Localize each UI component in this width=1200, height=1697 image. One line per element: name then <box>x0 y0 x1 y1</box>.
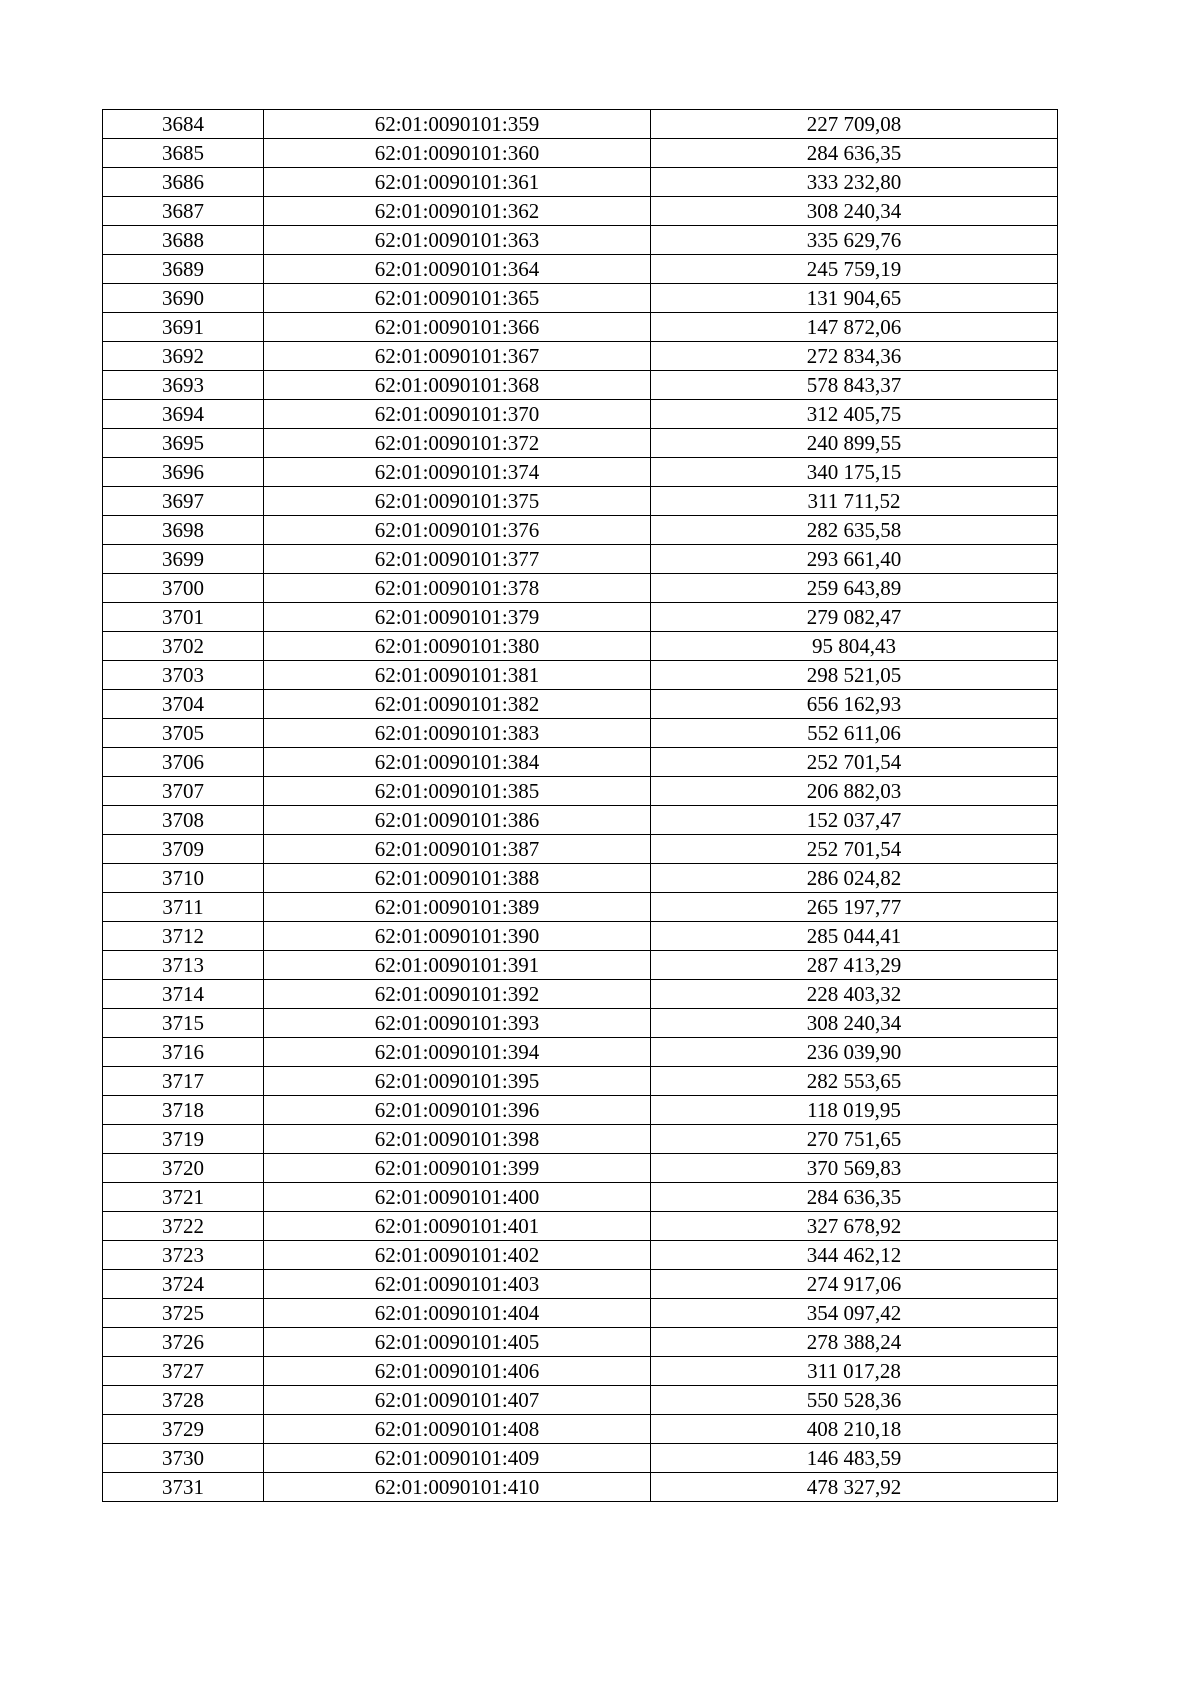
row-number-cell: 3714 <box>103 980 264 1009</box>
row-number-cell: 3695 <box>103 429 264 458</box>
cadastral-value-cell: 270 751,65 <box>651 1125 1058 1154</box>
cadastral-value-cell: 311 711,52 <box>651 487 1058 516</box>
cadastral-value-cell: 278 388,24 <box>651 1328 1058 1357</box>
table-row <box>103 139 1058 168</box>
table-row <box>103 197 1058 226</box>
cadastral-number-cell: 62:01:0090101:393 <box>264 1009 651 1038</box>
table-row <box>103 980 1058 1009</box>
row-number-cell: 3686 <box>103 168 264 197</box>
row-number-cell: 3725 <box>103 1299 264 1328</box>
table-row <box>103 1415 1058 1444</box>
cadastral-number-cell: 62:01:0090101:363 <box>264 226 651 255</box>
table-row <box>103 1299 1058 1328</box>
cadastral-value-cell: 308 240,34 <box>651 197 1058 226</box>
cadastral-number-cell: 62:01:0090101:391 <box>264 951 651 980</box>
table-row <box>103 1241 1058 1270</box>
cadastral-number-cell: 62:01:0090101:384 <box>264 748 651 777</box>
row-number-cell: 3705 <box>103 719 264 748</box>
cadastral-number-cell: 62:01:0090101:361 <box>264 168 651 197</box>
row-number-cell: 3720 <box>103 1154 264 1183</box>
cadastral-number-cell: 62:01:0090101:380 <box>264 632 651 661</box>
row-number-cell: 3729 <box>103 1415 264 1444</box>
cadastral-number-cell: 62:01:0090101:410 <box>264 1473 651 1502</box>
row-number-cell: 3704 <box>103 690 264 719</box>
cadastral-value-cell: 333 232,80 <box>651 168 1058 197</box>
table-row <box>103 1009 1058 1038</box>
table-row <box>103 342 1058 371</box>
cadastral-number-cell: 62:01:0090101:362 <box>264 197 651 226</box>
cadastral-value-cell: 252 701,54 <box>651 835 1058 864</box>
table-row <box>103 1212 1058 1241</box>
row-number-cell: 3712 <box>103 922 264 951</box>
cadastral-value-cell: 259 643,89 <box>651 574 1058 603</box>
cadastral-number-cell: 62:01:0090101:408 <box>264 1415 651 1444</box>
cadastral-number-cell: 62:01:0090101:396 <box>264 1096 651 1125</box>
row-number-cell: 3696 <box>103 458 264 487</box>
row-number-cell: 3691 <box>103 313 264 342</box>
cadastral-value-cell: 282 553,65 <box>651 1067 1058 1096</box>
row-number-cell: 3719 <box>103 1125 264 1154</box>
cadastral-number-cell: 62:01:0090101:370 <box>264 400 651 429</box>
cadastral-value-cell: 236 039,90 <box>651 1038 1058 1067</box>
cadastral-value-cell: 152 037,47 <box>651 806 1058 835</box>
row-number-cell: 3694 <box>103 400 264 429</box>
row-number-cell: 3690 <box>103 284 264 313</box>
cadastral-number-cell: 62:01:0090101:386 <box>264 806 651 835</box>
cadastral-value-cell: 370 569,83 <box>651 1154 1058 1183</box>
row-number-cell: 3728 <box>103 1386 264 1415</box>
row-number-cell: 3687 <box>103 197 264 226</box>
cadastral-value-cell: 252 701,54 <box>651 748 1058 777</box>
row-number-cell: 3697 <box>103 487 264 516</box>
cadastral-number-cell: 62:01:0090101:388 <box>264 864 651 893</box>
table-row <box>103 1270 1058 1299</box>
table-row <box>103 1328 1058 1357</box>
table-row <box>103 1154 1058 1183</box>
row-number-cell: 3711 <box>103 893 264 922</box>
table-row <box>103 371 1058 400</box>
row-number-cell: 3717 <box>103 1067 264 1096</box>
table-row <box>103 1096 1058 1125</box>
row-number-cell: 3723 <box>103 1241 264 1270</box>
table-row <box>103 487 1058 516</box>
table-row <box>103 1183 1058 1212</box>
table-row <box>103 1125 1058 1154</box>
cadastral-value-cell: 293 661,40 <box>651 545 1058 574</box>
cadastral-value-cell: 312 405,75 <box>651 400 1058 429</box>
cadastral-number-cell: 62:01:0090101:367 <box>264 342 651 371</box>
cadastral-number-cell: 62:01:0090101:403 <box>264 1270 651 1299</box>
cadastral-number-cell: 62:01:0090101:387 <box>264 835 651 864</box>
cadastral-value-table <box>102 109 1058 1502</box>
table-body <box>103 110 1058 1502</box>
cadastral-value-cell: 284 636,35 <box>651 1183 1058 1212</box>
row-number-cell: 3699 <box>103 545 264 574</box>
row-number-cell: 3713 <box>103 951 264 980</box>
cadastral-number-cell: 62:01:0090101:395 <box>264 1067 651 1096</box>
table-row <box>103 226 1058 255</box>
cadastral-number-cell: 62:01:0090101:392 <box>264 980 651 1009</box>
cadastral-value-cell: 550 528,36 <box>651 1386 1058 1415</box>
cadastral-value-cell: 147 872,06 <box>651 313 1058 342</box>
table-row <box>103 893 1058 922</box>
table-row <box>103 864 1058 893</box>
table-row <box>103 748 1058 777</box>
cadastral-value-cell: 131 904,65 <box>651 284 1058 313</box>
cadastral-value-cell: 552 611,06 <box>651 719 1058 748</box>
cadastral-value-cell: 265 197,77 <box>651 893 1058 922</box>
cadastral-number-cell: 62:01:0090101:382 <box>264 690 651 719</box>
cadastral-value-cell: 227 709,08 <box>651 110 1058 139</box>
cadastral-number-cell: 62:01:0090101:389 <box>264 893 651 922</box>
cadastral-number-cell: 62:01:0090101:372 <box>264 429 651 458</box>
row-number-cell: 3708 <box>103 806 264 835</box>
table-row <box>103 719 1058 748</box>
cadastral-value-cell: 279 082,47 <box>651 603 1058 632</box>
cadastral-number-cell: 62:01:0090101:364 <box>264 255 651 284</box>
table-row <box>103 429 1058 458</box>
cadastral-value-cell: 478 327,92 <box>651 1473 1058 1502</box>
table-row <box>103 1473 1058 1502</box>
row-number-cell: 3689 <box>103 255 264 284</box>
row-number-cell: 3688 <box>103 226 264 255</box>
cadastral-number-cell: 62:01:0090101:390 <box>264 922 651 951</box>
cadastral-number-cell: 62:01:0090101:385 <box>264 777 651 806</box>
table-row <box>103 284 1058 313</box>
cadastral-number-cell: 62:01:0090101:401 <box>264 1212 651 1241</box>
cadastral-value-cell: 285 044,41 <box>651 922 1058 951</box>
cadastral-value-cell: 228 403,32 <box>651 980 1058 1009</box>
cadastral-value-cell: 335 629,76 <box>651 226 1058 255</box>
row-number-cell: 3721 <box>103 1183 264 1212</box>
cadastral-number-cell: 62:01:0090101:377 <box>264 545 651 574</box>
table-row <box>103 400 1058 429</box>
row-number-cell: 3715 <box>103 1009 264 1038</box>
table-row <box>103 1038 1058 1067</box>
row-number-cell: 3698 <box>103 516 264 545</box>
row-number-cell: 3731 <box>103 1473 264 1502</box>
cadastral-value-cell: 327 678,92 <box>651 1212 1058 1241</box>
row-number-cell: 3701 <box>103 603 264 632</box>
cadastral-value-cell: 408 210,18 <box>651 1415 1058 1444</box>
table-row <box>103 1444 1058 1473</box>
cadastral-value-cell: 656 162,93 <box>651 690 1058 719</box>
cadastral-value-cell: 578 843,37 <box>651 371 1058 400</box>
table-row <box>103 661 1058 690</box>
cadastral-number-cell: 62:01:0090101:400 <box>264 1183 651 1212</box>
row-number-cell: 3718 <box>103 1096 264 1125</box>
table-row <box>103 574 1058 603</box>
table-row <box>103 922 1058 951</box>
cadastral-value-cell: 284 636,35 <box>651 139 1058 168</box>
row-number-cell: 3703 <box>103 661 264 690</box>
table-row <box>103 168 1058 197</box>
cadastral-value-cell: 286 024,82 <box>651 864 1058 893</box>
cadastral-number-cell: 62:01:0090101:379 <box>264 603 651 632</box>
table-row <box>103 632 1058 661</box>
cadastral-value-cell: 274 917,06 <box>651 1270 1058 1299</box>
cadastral-value-cell: 272 834,36 <box>651 342 1058 371</box>
cadastral-number-cell: 62:01:0090101:378 <box>264 574 651 603</box>
table-row <box>103 1386 1058 1415</box>
row-number-cell: 3710 <box>103 864 264 893</box>
table-row <box>103 313 1058 342</box>
table-row <box>103 1067 1058 1096</box>
table-row <box>103 458 1058 487</box>
cadastral-value-cell: 311 017,28 <box>651 1357 1058 1386</box>
table-row <box>103 777 1058 806</box>
cadastral-number-cell: 62:01:0090101:359 <box>264 110 651 139</box>
row-number-cell: 3727 <box>103 1357 264 1386</box>
cadastral-number-cell: 62:01:0090101:402 <box>264 1241 651 1270</box>
cadastral-number-cell: 62:01:0090101:406 <box>264 1357 651 1386</box>
row-number-cell: 3716 <box>103 1038 264 1067</box>
table-row <box>103 603 1058 632</box>
table-row <box>103 255 1058 284</box>
cadastral-value-cell: 240 899,55 <box>651 429 1058 458</box>
table-row <box>103 690 1058 719</box>
cadastral-value-cell: 308 240,34 <box>651 1009 1058 1038</box>
row-number-cell: 3730 <box>103 1444 264 1473</box>
cadastral-number-cell: 62:01:0090101:407 <box>264 1386 651 1415</box>
cadastral-value-cell: 95 804,43 <box>651 632 1058 661</box>
cadastral-number-cell: 62:01:0090101:360 <box>264 139 651 168</box>
cadastral-number-cell: 62:01:0090101:381 <box>264 661 651 690</box>
cadastral-number-cell: 62:01:0090101:399 <box>264 1154 651 1183</box>
row-number-cell: 3706 <box>103 748 264 777</box>
table-row <box>103 835 1058 864</box>
row-number-cell: 3702 <box>103 632 264 661</box>
cadastral-value-cell: 287 413,29 <box>651 951 1058 980</box>
cadastral-value-cell: 118 019,95 <box>651 1096 1058 1125</box>
table-row <box>103 1357 1058 1386</box>
row-number-cell: 3693 <box>103 371 264 400</box>
cadastral-number-cell: 62:01:0090101:405 <box>264 1328 651 1357</box>
cadastral-value-cell: 146 483,59 <box>651 1444 1058 1473</box>
row-number-cell: 3724 <box>103 1270 264 1299</box>
cadastral-number-cell: 62:01:0090101:365 <box>264 284 651 313</box>
cadastral-value-cell: 298 521,05 <box>651 661 1058 690</box>
cadastral-number-cell: 62:01:0090101:376 <box>264 516 651 545</box>
cadastral-number-cell: 62:01:0090101:383 <box>264 719 651 748</box>
cadastral-number-cell: 62:01:0090101:394 <box>264 1038 651 1067</box>
cadastral-value-cell: 354 097,42 <box>651 1299 1058 1328</box>
cadastral-number-cell: 62:01:0090101:398 <box>264 1125 651 1154</box>
row-number-cell: 3709 <box>103 835 264 864</box>
cadastral-value-cell: 344 462,12 <box>651 1241 1058 1270</box>
table-row <box>103 110 1058 139</box>
row-number-cell: 3700 <box>103 574 264 603</box>
row-number-cell: 3726 <box>103 1328 264 1357</box>
table-row <box>103 545 1058 574</box>
cadastral-value-cell: 245 759,19 <box>651 255 1058 284</box>
cadastral-number-cell: 62:01:0090101:409 <box>264 1444 651 1473</box>
cadastral-number-cell: 62:01:0090101:366 <box>264 313 651 342</box>
cadastral-number-cell: 62:01:0090101:368 <box>264 371 651 400</box>
table-row <box>103 951 1058 980</box>
cadastral-number-cell: 62:01:0090101:375 <box>264 487 651 516</box>
cadastral-number-cell: 62:01:0090101:404 <box>264 1299 651 1328</box>
table-row <box>103 806 1058 835</box>
cadastral-value-cell: 282 635,58 <box>651 516 1058 545</box>
row-number-cell: 3692 <box>103 342 264 371</box>
cadastral-number-cell: 62:01:0090101:374 <box>264 458 651 487</box>
cadastral-value-cell: 340 175,15 <box>651 458 1058 487</box>
cadastral-value-cell: 206 882,03 <box>651 777 1058 806</box>
table-row <box>103 516 1058 545</box>
row-number-cell: 3722 <box>103 1212 264 1241</box>
row-number-cell: 3684 <box>103 110 264 139</box>
row-number-cell: 3707 <box>103 777 264 806</box>
row-number-cell: 3685 <box>103 139 264 168</box>
